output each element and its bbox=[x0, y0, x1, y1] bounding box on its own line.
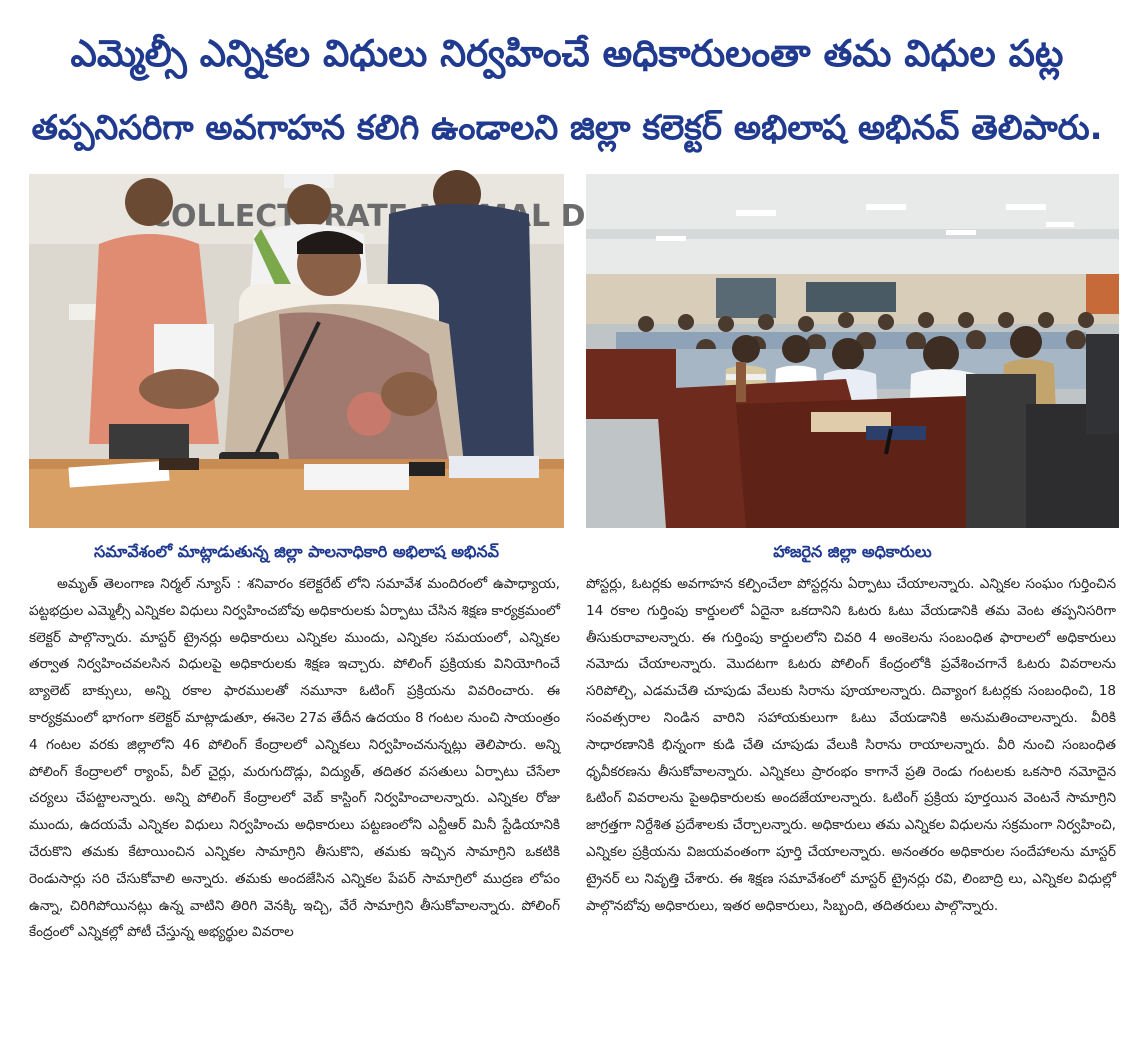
photo-collector-speaking bbox=[29, 174, 564, 528]
article-left-column: అమృత్ తెలంగాణ నిర్మల్ న్యూస్ : శనివారం కలెక్టరేట్ లోని సమావేశ మందిరంలో ఉపాధ్యాయ, పట్టభద్రుల ఎమ్మెల్సీ ఎన్నికల విధులు నిర్వహించబోవు అధికారులకు ఏర్పాటు చేసిన శిక్షణ కార్యక్రమంలో కలెక్టర్ పాల్గొన్నారు. మాస్టర్ ట్రైనర్లు అధికారులు ఎన్నికల ముందు, ఎన్నికల సమయంలో, ఎన్నికల తర్వాత నిర్వహించవలసిన విధులపై అధికారులకు శిక్షణ ఇచ్చారు. పోలింగ్ ప్రక్రియకు వినియోగించే బ్యాలెట్ బాక్సులు, అన్ని రకాల ఫారములతో నమూనా ఓటింగ్ ప్రక్రియను వివరించారు. ఈ కార్యక్రమంలో భాగంగా కలెక్టర్ మాట్లాడుతూ, ఈనెల 27వ తేదీన ఉదయం 8 గంటల నుంచి సాయంత్రం 4 గంటల వరకు జిల్లాలోని 46 పోలింగ్ కేంద్రాలలో ఎన్నికలు నిర్వహించనున్నట్లు తెలిపారు. అన్ని పోలింగ్ కేంద్రాలలో ర్యాంప్, వీల్ చైర్లు, మరుగుదొడ్లు, విద్యుత్, తదితర వసతులు ఏర్పాటు చేసేలా చర్యలు చేపట్టాలన్నారు. అన్ని పోలింగ్ కేంద్రాలలో వెబ్ కాస్టింగ్ నిర్వహించాలన్నారు. ఎన్నికల రోజు ముందు, ఉదయమే ఎన్నికల విధులు నిర్వహించు అధికారులు పట్టణంలోని ఎన్టీఆర్ మినీ స్టేడియానికి చేరుకొని తమకు కేటాయించిన ఎన్నికల సామాగ్రిని తీసుకొని, తమకు ఇచ్చిన సామాగ్రిని ఒకటికి రెండుసార్లు సరి చేసుకోవాలి అన్నారు. తమకు అందజేసిన ఎన్నికల పేపర్ సామాగ్రిలో ముద్రణ లోపం ఉన్నా, చిరిగిపోయినట్లు ఉన్న వాటిని తిరిగి వెనక్కి ఇచ్చి, వేరే సామాగ్రిని తీసుకోవాలన్నారు. పోలింగ్ కేంద్రంలో ఎన్నికల్లో పోటీ చేస్తున్న అభ్యర్థుల వివరాల bbox=[29, 576, 560, 941]
svg-text:COLLECTORATE NIRMAL DISTRICT: COLLECTORATE bbox=[149, 199, 409, 234]
headline-line-1: ఎమ్మెల్సీ ఎన్నికల విధులు నిర్వహించే అధికారులంతా తమ విధుల పట్ల bbox=[70, 32, 1064, 75]
caption-left-photo: సమావేశంలో మాట్లాడుతున్న జిల్లా పాలనాధికారి అభిలాష అభినవ్ bbox=[94, 542, 499, 561]
headline-line-2: తప్పనిసరిగా అవగాహన కలిగి ఉండాలని జిల్లా కలెక్టర్ అభిలాష అభినవ్ తెలిపారు. bbox=[31, 108, 1103, 148]
article-right-column: పోస్టర్లు, ఓటర్లకు అవగాహన కల్పించేలా పోస్టర్లను ఏర్పాటు చేయాలన్నారు. ఎన్నికల సంఘం గుర్తించిన 14 రకాల గుర్తింపు కార్డులలో ఏదైనా ఒకదానిని ఓటరు ఓటు వేయడానికి తమ వెంట తప్పనిసరిగా తీసుకురావాలన్నారు. ఈ గుర్తింపు కార్డులలోని చివరి 4 అంకెలను సంబంధిత ఫారాలలో అధికారులు నమోదు చేయాలన్నారు. మొదటగా ఓటరు పోలింగ్ కేంద్రంలోకి ప్రవేశించగానే ఓటరు వివరాలను సరిపోల్చి, ఎడమచేతి చూపుడు వేలుకు సిరాను పూయాలన్నారు. దివ్యాంగ ఓటర్లకు సంబంధించి, 18 సంవత్సరాల నిండిన వారిని సహాయకులుగా ఓటు వేయడానికి అనుమతించాలన్నారు. వీరికి సాధారణానికి భిన్నంగా కుడి చేతి చూపుడు వేలుకి సిరాను రాయాలన్నారు. వీరి నుంచి సంబంధిత ధృవీకరణను తీసుకోవాలన్నారు. ఎన్నికలు ప్రారంభం కాగానే ప్రతి రెండు గంటలకు ఒకసారి నమోదైన ఓటింగ్ వివరాలను పైఅధికారులకు అందజేయాలన్నారు. ఓటింగ్ ప్రక్రియ పూర్తయిన వెంటనే సామాగ్రిని జాగ్రత్తగా నిర్దేశిత ప్రదేశాలకు చేర్చాలన్నారు. అధికారులు తమ ఎన్నికల విధులను సక్రమంగా నిర్వహించి, ఎన్నికల ప్రక్రియను విజయవంతంగా పూర్తి చేయాలన్నారు. అనంతరం అధికారుల సందేహాలను మాస్టర్ ట్రైనర్ లు నివృత్తి చేశారు. ఈ శిక్షణ సమావేశంలో మాస్టర్ ట్రైనర్లు రవి, లింబాద్రి లు, ఎన్నికల విధుల్లో పాల్గొనబోవు అధికారులు, ఇతర అధికారులు, సిబ్బంది, తదితరులు పాల్గొన్నారు. bbox=[586, 576, 1116, 914]
photo-officials-in-hall bbox=[586, 174, 1119, 528]
caption-right-photo: హాజరైన జిల్లా అధికారులు bbox=[773, 542, 932, 561]
